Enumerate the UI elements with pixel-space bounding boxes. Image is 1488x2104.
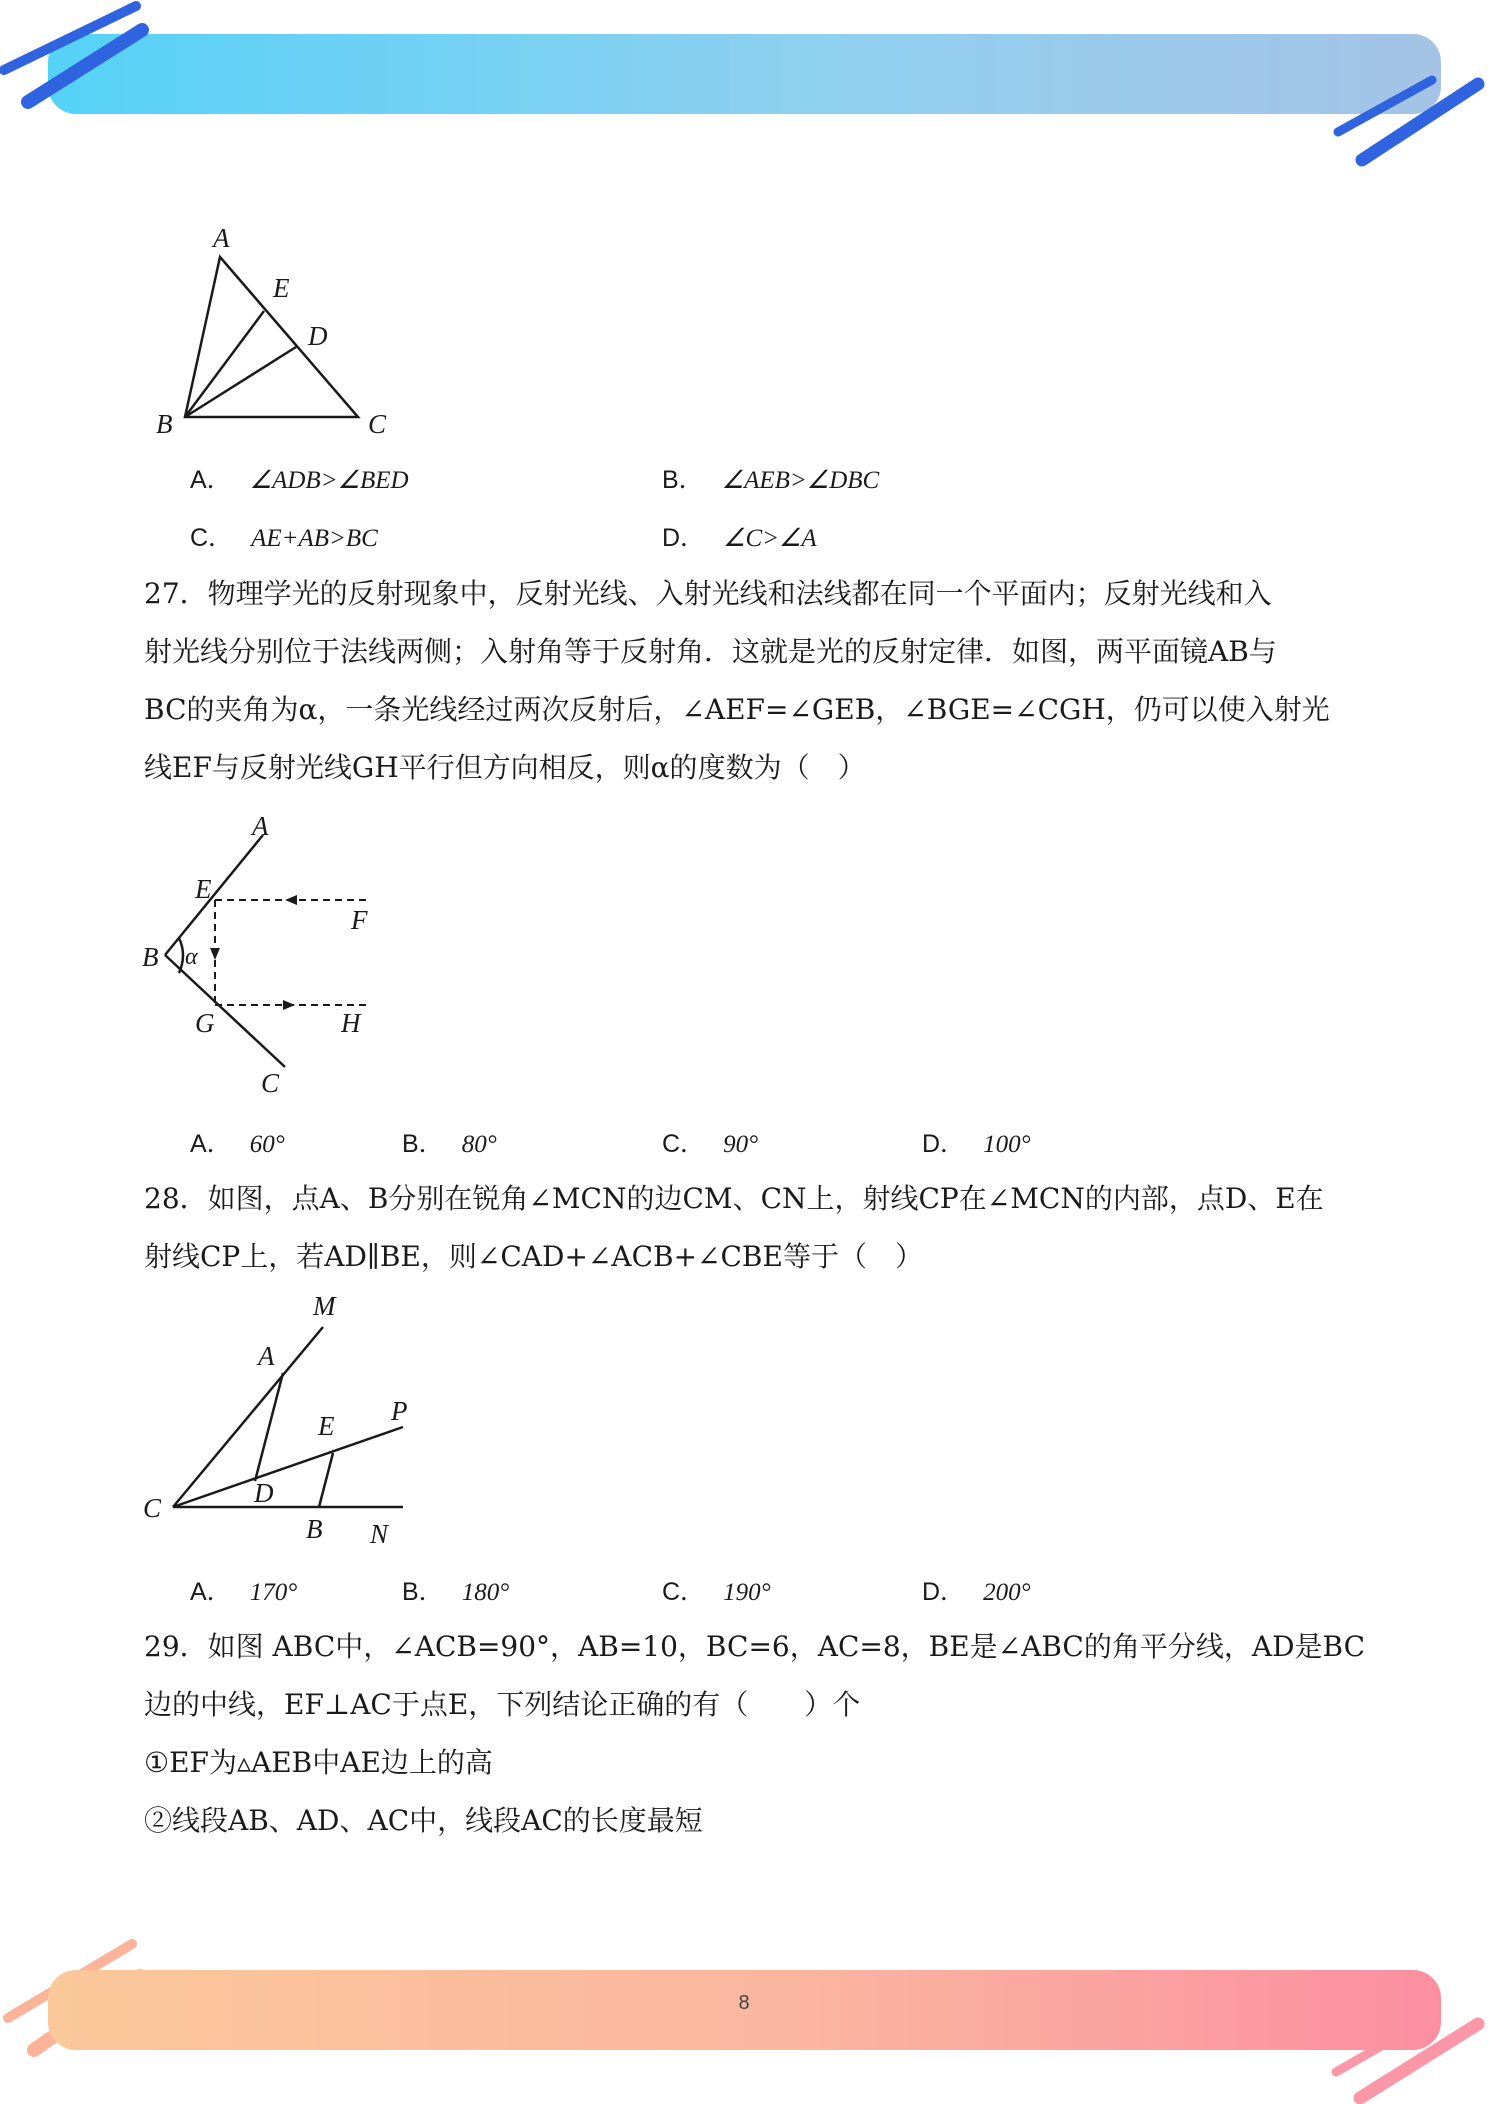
angle-figure-q28 <box>135 1285 435 1550</box>
label-A: A <box>252 811 269 841</box>
mirror-figure-q27 <box>135 805 395 1105</box>
label-P: P <box>391 1396 408 1426</box>
label-E: E <box>273 273 290 303</box>
q27-line-1: 27．物理学光的反射现象中，反射光线、入射光线和法线都在同一个平面内；反射光线和入 <box>144 577 1272 610</box>
q27-line-2: 射光线分别位于法线两侧；入射角等于反射角．这就是光的反射定律．如图，两平面镜AB与 <box>144 635 1277 668</box>
option-d[interactable]: D． 100° <box>922 1130 1031 1158</box>
label-B: B <box>306 1514 323 1544</box>
option-c[interactable]: C． AE+AB>BC <box>190 524 378 552</box>
q27-line-3: BC的夹角为α，一条光线经过两次反射后，∠AEF=∠GEB，∠BGE=∠CGH，仍可以使入射光 <box>144 693 1330 726</box>
label-A: A <box>213 223 230 253</box>
option-c[interactable]: C． 90° <box>662 1130 759 1158</box>
label-D: D <box>254 1478 274 1508</box>
option-a[interactable]: A． 170° <box>190 1578 298 1606</box>
q27-line-4: 线EF与反射光线GH平行但方向相反，则α的度数为（ ） <box>144 751 866 784</box>
label-E: E <box>318 1411 335 1441</box>
label-H: H <box>341 1008 361 1038</box>
q28-line-1: 28．如图，点A、B分别在锐角∠MCN的边CM、CN上，射线CP在∠MCN的内部，点D、E在 <box>144 1182 1324 1215</box>
label-B: B <box>156 409 173 439</box>
label-E: E <box>195 874 212 904</box>
q28-line-2: 射线CP上，若AD∥BE，则∠CAD+∠ACB+∠CBE等于（ ） <box>144 1240 923 1273</box>
option-b[interactable]: B． 180° <box>402 1578 510 1606</box>
label-A: A <box>258 1341 275 1371</box>
option-b[interactable]: B． 80° <box>402 1130 497 1158</box>
label-C: C <box>143 1493 162 1523</box>
label-alpha: α <box>185 944 198 970</box>
label-M: M <box>313 1291 336 1321</box>
option-d[interactable]: D． ∠C>∠A <box>662 524 817 552</box>
label-N: N <box>370 1519 389 1549</box>
label-B: B <box>142 942 159 972</box>
option-d[interactable]: D． 200° <box>922 1578 1031 1606</box>
q29-line-3: ①EF为▵AEB中AE边上的高 <box>144 1746 493 1779</box>
label-G: G <box>195 1008 215 1038</box>
q29-line-2: 边的中线，EF⊥AC于点E，下列结论正确的有（ ）个 <box>144 1688 861 1721</box>
label-D: D <box>308 321 328 351</box>
option-b[interactable]: B． ∠AEB>∠DBC <box>662 466 880 494</box>
option-a[interactable]: A． 60° <box>190 1130 285 1158</box>
option-a[interactable]: A． ∠ADB>∠BED <box>190 466 409 494</box>
label-C: C <box>261 1068 280 1098</box>
label-C: C <box>368 409 387 439</box>
label-F: F <box>351 905 368 935</box>
option-c[interactable]: C． 190° <box>662 1578 771 1606</box>
q29-line-4: ②线段AB、AD、AC中，线段AC的长度最短 <box>144 1804 703 1837</box>
q29-line-1: 29．如图 ABC中，∠ACB=90°，AB=10，BC=6，AC=8，BE是∠ABC的角平分线，AD是BC <box>144 1630 1366 1663</box>
page-number: 8 <box>738 1992 750 2014</box>
triangle-figure-q26 <box>140 215 410 445</box>
